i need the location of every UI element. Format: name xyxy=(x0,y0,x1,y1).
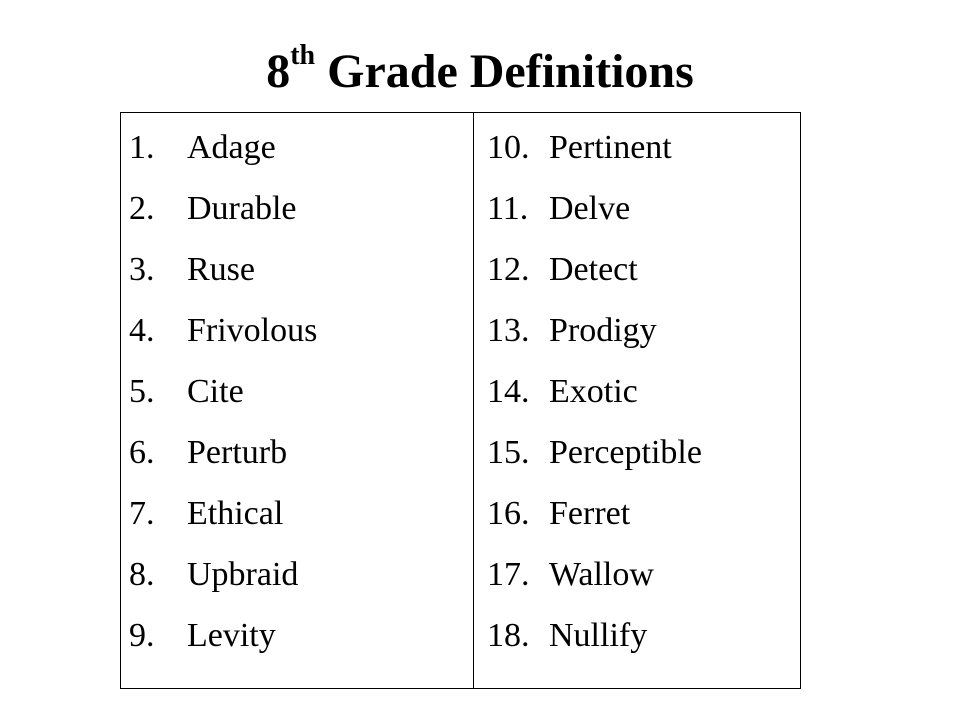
item-number: 9. xyxy=(129,617,155,654)
item-word: Delve xyxy=(549,190,631,227)
item-word: Perturb xyxy=(187,434,288,471)
list-item xyxy=(129,125,317,186)
item-word: Ethical xyxy=(187,495,284,532)
slide-title xyxy=(0,40,960,104)
vocabulary-table xyxy=(120,112,801,689)
list-item xyxy=(129,491,317,552)
item-number: 17. xyxy=(487,556,530,593)
item-word: Cite xyxy=(187,373,244,410)
item-number: 18. xyxy=(487,617,530,654)
list-item xyxy=(487,430,702,491)
list-item xyxy=(129,247,317,308)
item-word: Detect xyxy=(549,251,638,288)
item-number: 12. xyxy=(487,251,530,288)
item-number: 11. xyxy=(487,190,529,227)
item-word: Frivolous xyxy=(187,312,318,349)
item-number: 4. xyxy=(129,312,155,349)
list-item xyxy=(487,552,702,613)
item-number: 8. xyxy=(129,556,155,593)
item-number: 1. xyxy=(129,129,155,166)
item-number: 16. xyxy=(487,495,530,532)
list-item xyxy=(129,613,317,674)
item-number: 3. xyxy=(129,251,155,288)
item-number: 14. xyxy=(487,373,530,410)
item-number: 6. xyxy=(129,434,155,471)
item-word: Adage xyxy=(187,129,276,166)
item-number: 7. xyxy=(129,495,155,532)
item-word: Upbraid xyxy=(187,556,299,593)
list-item xyxy=(129,308,317,369)
item-word: Prodigy xyxy=(549,312,657,349)
item-word: Wallow xyxy=(549,556,654,593)
list-item xyxy=(487,125,702,186)
item-number: 10. xyxy=(487,129,530,166)
item-number: 2. xyxy=(129,190,155,227)
item-word: Exotic xyxy=(549,373,638,410)
title-text: Grade Definitions xyxy=(315,45,694,98)
list-item xyxy=(487,308,702,369)
item-word: Levity xyxy=(187,617,276,654)
list-item xyxy=(487,186,702,247)
list-item xyxy=(129,430,317,491)
list-item xyxy=(487,369,702,430)
title-number: 8 xyxy=(266,45,291,98)
item-number: 5. xyxy=(129,373,155,410)
list-item xyxy=(129,369,317,430)
item-word: Durable xyxy=(187,190,297,227)
list-item xyxy=(487,491,702,552)
item-number: 15. xyxy=(487,434,530,471)
item-word: Ruse xyxy=(187,251,255,288)
column-divider xyxy=(473,113,474,688)
item-word: Pertinent xyxy=(549,129,672,166)
item-number: 13. xyxy=(487,312,530,349)
right-word-list xyxy=(487,125,702,674)
list-item xyxy=(487,247,702,308)
list-item xyxy=(129,552,317,613)
title-superscript: th xyxy=(290,40,316,71)
item-word: Perceptible xyxy=(549,434,702,471)
left-word-list xyxy=(129,125,317,674)
list-item xyxy=(487,613,702,674)
list-item xyxy=(129,186,317,247)
item-word: Nullify xyxy=(549,617,648,654)
item-word: Ferret xyxy=(549,495,631,532)
